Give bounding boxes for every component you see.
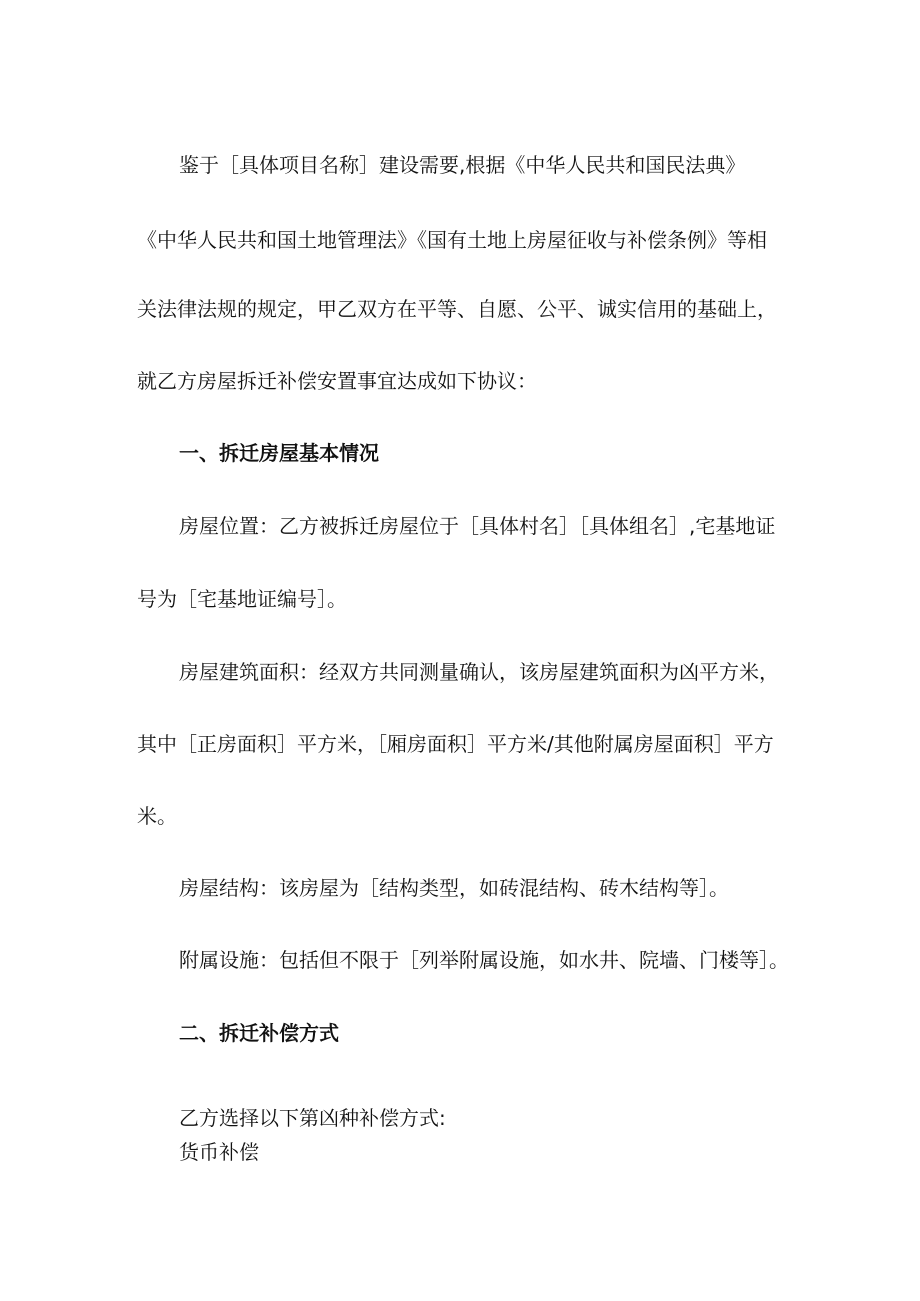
facilities-line: 附属设施：包括但不限于［列举附属设施，如水井、院墙、门楼等］。 [179, 948, 789, 972]
intro-line-3: 关法律法规的规定，甲乙双方在平等、自愿、公平、诚实信用的基础上， [137, 297, 777, 321]
location-line-2: 号为［宅基地证编号］。 [137, 587, 347, 611]
intro-line-2: 《中华人民共和国土地管理法》《国有土地上房屋征收与补偿条例》等相 [137, 228, 767, 252]
location-line-1: 房屋位置：乙方被拆迁房屋位于［具体村名］［具体组名］,宅基地证 [179, 514, 776, 538]
compensation-choice-line: 乙方选择以下第凶种补偿方式: [179, 1106, 446, 1130]
area-line-3: 米。 [137, 804, 177, 828]
structure-line: 房屋结构：该房屋为［结构类型，如砖混结构、砖木结构等］。 [179, 876, 729, 900]
section-2-heading: 二、拆迁补偿方式 [179, 1021, 339, 1045]
area-line-1: 房屋建筑面积：经双方共同测量确认，该房屋建筑面积为凶平方米， [179, 660, 779, 684]
section-1-heading: 一、拆迁房屋基本情况 [179, 441, 379, 465]
intro-line-1: 鉴于［具体项目名称］建设需要,根据《中华人民共和国民法典》 [179, 153, 746, 177]
area-line-2: 其中［正房面积］平方米，［厢房面积］平方米/其他附属房屋面积］平方 [137, 732, 774, 756]
compensation-option-1: 货币补偿 [179, 1140, 259, 1164]
intro-line-4: 就乙方房屋拆迁补偿安置事宜达成如下协议： [137, 369, 537, 393]
